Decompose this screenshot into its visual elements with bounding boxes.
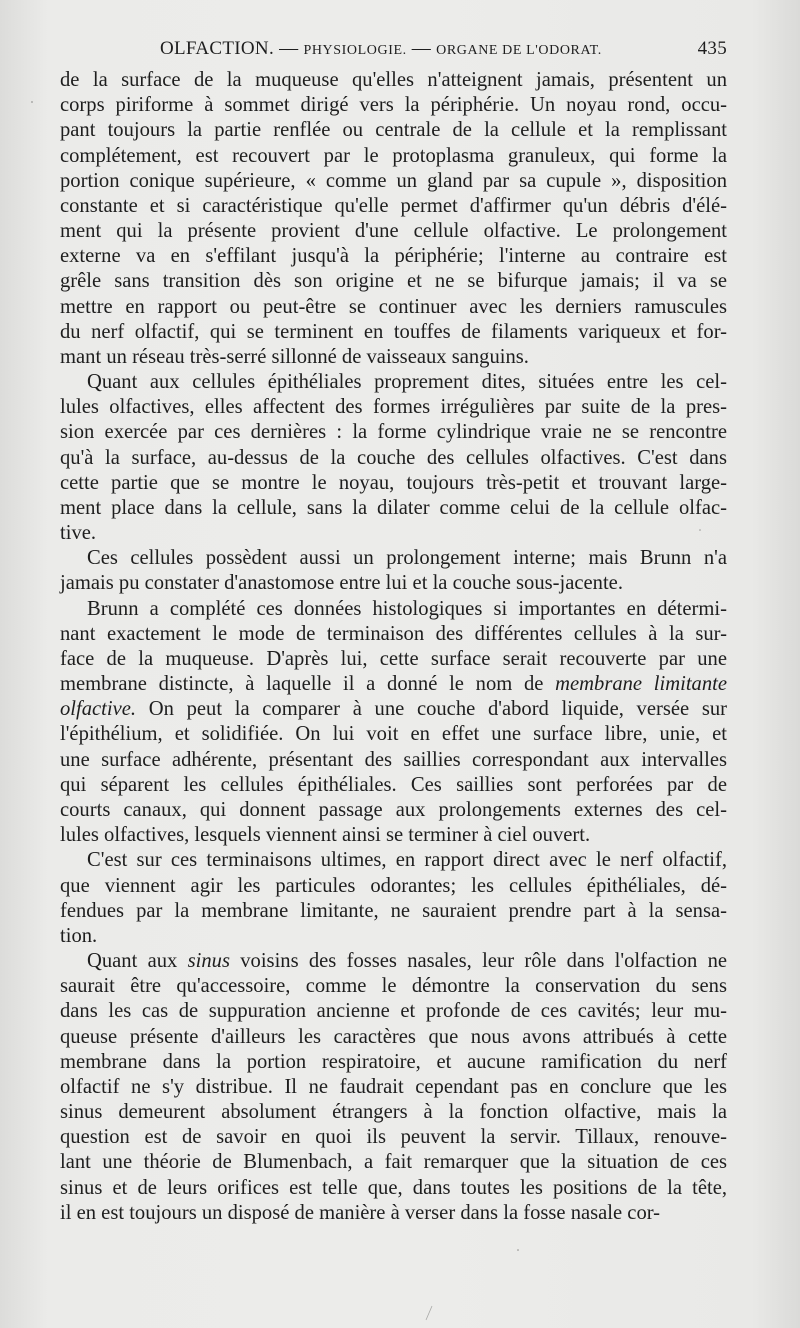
header-separator: —: [279, 38, 299, 59]
text-line: membrane dans la portion respiratoire, et aucune ramification du nerf: [60, 1050, 727, 1073]
text-line: membrane distincte, à laquelle il a donné le nom de membrane limitante: [60, 673, 728, 696]
page-number: 435: [697, 38, 727, 59]
text-line: portion conique supérieure, « comme un gland par sa cupule », disposition: [60, 169, 727, 192]
header-title-physiologie: PHYSIOLOGIE.: [303, 43, 407, 58]
text-line: que viennent agir les particules odorantes; les cellules épithéliales, dé-: [60, 874, 727, 897]
text-line: question est de savoir en quoi ils peuvent la servir. Tillaux, renouve-: [60, 1126, 727, 1149]
text-line: fendues par la membrane limitante, ne sauraient prendre part à la sensa-: [60, 899, 727, 922]
text-line: externe va en s'effilant jusqu'à la périphérie; l'interne au contraire est: [60, 245, 727, 268]
paper-scratch: [426, 1306, 432, 1320]
text-line: mant un réseau très-serré sillonné de vaisseaux sanguins.: [60, 345, 529, 368]
paper-speck: [517, 1249, 519, 1251]
text-line: grêle sans transition dès son origine et ne se bifurque jamais; il va se: [60, 270, 727, 293]
text-line: du nerf olfactif, qui se terminent en touffes de filaments variqueux et for-: [60, 320, 727, 343]
text-line: lant une théorie de Blumenbach, a fait remarquer que la situation de ces: [60, 1151, 727, 1174]
text-line: il en est toujours un disposé de manière à verser dans la fosse nasale cor-: [60, 1201, 661, 1224]
text-line: Ces cellules possèdent aussi un prolongement interne; mais Brunn n'a: [87, 547, 727, 570]
text-line: courts canaux, qui donnent passage aux prolongements externes des cel-: [60, 798, 727, 821]
paragraph: [60, 68, 727, 370]
text-line: ment qui la présente provient d'une cellule olfactive. Le prolongement: [60, 220, 727, 243]
header-title-olfaction: OLFACTION.: [160, 38, 275, 59]
paragraph: [60, 848, 727, 949]
paragraph: [60, 949, 727, 1226]
text-line: dans les cas de suppuration ancienne et profonde de ces cavités; leur mu-: [60, 1000, 727, 1023]
text-line: ment place dans la cellule, sans la dilater comme celui de la cellule olfac-: [60, 496, 727, 519]
paper-speck: [31, 101, 33, 103]
text-line: tion.: [60, 924, 98, 947]
text-line: qui séparent les cellules épithéliales. Ces saillies sont perforées par de: [60, 773, 727, 796]
text-line: saurait être qu'accessoire, comme le démontre la conservation du sens: [60, 975, 727, 998]
header-title-organe: ORGANE DE L'ODORAT.: [436, 43, 602, 58]
text-line: olfactif ne s'y distribue. Il ne faudrait cependant pas en conclure que les: [60, 1075, 727, 1098]
text-line: Quant aux cellules épithéliales proprement dites, situées entre les cel-: [87, 371, 727, 394]
text-line: lules olfactives, lesquels viennent ainsi se terminer à ciel ouvert.: [60, 824, 591, 847]
text-line: Brunn a complété ces données histologiques si importantes en détermi-: [87, 597, 727, 620]
text-line: complétement, est recouvert par le protoplasma granuleux, qui forme la: [60, 144, 727, 167]
text-line: cette partie que se montre le noyau, toujours très-petit et trouvant large-: [60, 471, 727, 494]
text-line: C'est sur ces terminaisons ultimes, en rapport direct avec le nerf olfactif,: [87, 849, 727, 872]
text-line: nant exactement le mode de terminaison des différentes cellules à la sur-: [60, 622, 727, 645]
paragraph: [60, 370, 727, 546]
text-line: l'épithélium, et solidifiée. On lui voit en effet une surface libre, unie, et: [60, 723, 727, 746]
text-line: constante et si caractéristique qu'elle permet d'affirmer qu'un débris d'élé-: [60, 194, 727, 217]
text-line: mettre en rapport ou peut-être se continuer avec les derniers ramuscules: [60, 295, 727, 318]
paragraph: [60, 597, 727, 849]
running-title: [160, 38, 602, 60]
text-line: tive.: [60, 522, 97, 545]
text-line: face de la muqueuse. D'après lui, cette surface serait recouverte par une: [60, 647, 727, 670]
text-line: olfactive. On peut la comparer à une couche d'abord liquide, versée sur: [60, 698, 727, 721]
text-line: sion exercée par ces dernières : la forme cylindrique vraie ne se rencontre: [60, 421, 727, 444]
body-text: [60, 68, 727, 1226]
text-line: queuse présente d'ailleurs les caractères que nous avons attribués à cette: [60, 1025, 727, 1048]
text-line: une surface adhérente, présentant des saillies correspondant aux intervalles: [60, 748, 727, 771]
text-line: jamais pu constater d'anastomose entre lui et la couche sous-jacente.: [60, 572, 623, 595]
text-line: sinus demeurent absolument étrangers à la fonction olfactive, mais la: [60, 1101, 727, 1124]
header-separator: —: [411, 38, 432, 59]
text-line: qu'à la surface, au-dessus de la couche des cellules olfactives. C'est dans: [60, 446, 727, 469]
text-line: sinus et de leurs orifices est telle que, dans toutes les positions de la tête,: [60, 1176, 727, 1199]
paragraph: [60, 546, 727, 596]
running-header: [60, 38, 727, 64]
text-line: Quant aux sinus voisins des fosses nasales, leur rôle dans l'olfaction ne: [87, 950, 728, 973]
text-line: lules olfactives, elles affectent des formes irrégulières par suite de la pres-: [60, 396, 727, 419]
text-line: de la surface de la muqueuse qu'elles n'atteignent jamais, présentent un: [60, 69, 727, 91]
text-line: pant toujours la partie renflée ou centrale de la cellule et la remplissant: [60, 119, 727, 142]
text-line: corps piriforme à sommet dirigé vers la périphérie. Un noyau rond, occu-: [60, 94, 727, 117]
